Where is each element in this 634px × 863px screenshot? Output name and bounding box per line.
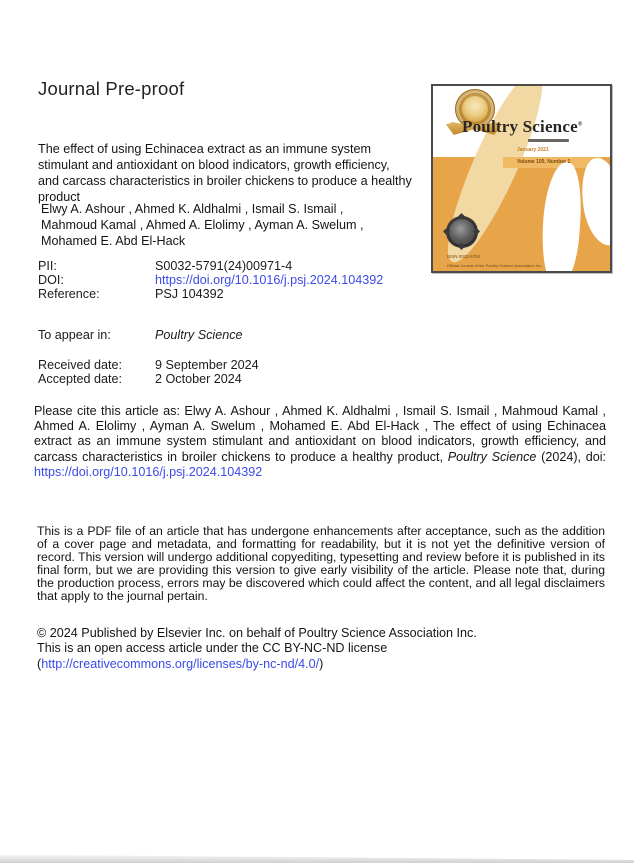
received-label: Received date: bbox=[38, 358, 123, 372]
author-line: Mahmoud Kamal , Ahmed A. Elolimy , Ayman A. Swelum , bbox=[41, 218, 364, 233]
author-line: Mohamed E. Abd El-Hack bbox=[41, 234, 186, 249]
accepted-row bbox=[38, 372, 259, 386]
license-link-line bbox=[37, 657, 477, 672]
received-row bbox=[38, 358, 259, 372]
article-title: The effect of using Echinacea extract as an immune system stimulant and antioxidant on blood indicators, growth efficiency, and carcass characteristics in broiler chickens to produce a healthy product bbox=[38, 142, 412, 204]
pii-row bbox=[38, 259, 383, 273]
cc-license-link[interactable]: http://creativecommons.org/licenses/by-nc-nd/4.0/ bbox=[41, 656, 320, 671]
cover-journal-title bbox=[462, 117, 583, 137]
citation-doi-link[interactable]: https://doi.org/10.1016/j.psj.2024.104392 bbox=[34, 464, 263, 479]
citation-text: Please cite this article as: Elwy A. Ashour , Ahmed K. Aldhalmi , Ismail S. Ismail , Mahmoud Kamal , Ahmed A. Elolimy , Ayman A. Swelum , Mohamed E. Abd El-Hack , The effect of using Echinacea extract as an immune system stimulant and antioxidant on blood indicators, growth efficiency, and carcass characteristics in broiler chickens to produce a healthy product, bbox=[34, 404, 606, 464]
copyright-block bbox=[37, 626, 477, 672]
pii-value: S0032-5791(24)00971-4 bbox=[155, 259, 293, 273]
doi-link[interactable]: https://doi.org/10.1016/j.psj.2024.104392 bbox=[155, 273, 384, 288]
cover-issn: ISSN 0032-5791 bbox=[447, 254, 481, 259]
copyright-line: © 2024 Published by Elsevier Inc. on behalf of Poultry Science Association Inc. bbox=[37, 626, 477, 640]
cover-footer-text: Official Journal of the Poultry Science Association Inc. bbox=[447, 263, 543, 268]
citation-tail: (2024), doi: bbox=[541, 449, 607, 464]
page-title: Journal Pre-proof bbox=[38, 78, 185, 99]
dates-block bbox=[38, 358, 259, 386]
pii-label: PII: bbox=[38, 259, 57, 273]
citation-paragraph bbox=[34, 404, 606, 480]
author-list bbox=[41, 201, 363, 250]
registered-trademark: ® bbox=[577, 121, 583, 128]
journal-cover-image bbox=[431, 84, 612, 273]
article-metadata bbox=[38, 259, 383, 302]
doi-row bbox=[38, 273, 383, 287]
to-appear-journal: Poultry Science bbox=[155, 328, 243, 342]
to-appear-row bbox=[38, 328, 243, 342]
received-value: 9 September 2024 bbox=[155, 358, 259, 372]
reference-row bbox=[38, 287, 383, 301]
cover-issue-date: January 2021 bbox=[517, 147, 549, 153]
reference-value: PSJ 104392 bbox=[155, 287, 224, 302]
accepted-label: Accepted date: bbox=[38, 372, 123, 387]
cover-journal-name: Poultry Science bbox=[462, 117, 578, 136]
license-line: This is an open access article under the CC BY-NC-ND license bbox=[37, 641, 388, 656]
cover-issue-volume: Volume 100, Number 1 bbox=[517, 159, 571, 165]
doi-label: DOI: bbox=[38, 273, 64, 288]
citation-journal-name: Poultry Science bbox=[447, 449, 537, 464]
open-paren: ( bbox=[37, 656, 42, 671]
accepted-value: 2 October 2024 bbox=[155, 372, 242, 387]
close-paren: ) bbox=[319, 656, 324, 671]
author-line: Elwy A. Ashour , Ahmed K. Aldhalmi , Ismail S. Ismail , bbox=[41, 202, 344, 216]
page-edge-shadow bbox=[0, 853, 634, 863]
preproof-disclaimer: This is a PDF file of an article that has undergone enhancements after acceptance, such as the addition of a cover page and metadata, and formatting for readability, but it is not yet the definitive version of record. This version will undergo additional copyediting, typesetting and review before it is published in its final form, but we are providing this version to give early visibility of the article. Please note that, during the production process, errors may be discovered which could affect the content, and all legal disclaimers that apply to the journal pertain. bbox=[37, 524, 605, 603]
cover-tagline-text bbox=[528, 139, 569, 142]
reference-label: Reference: bbox=[38, 287, 100, 302]
to-appear-label: To appear in: bbox=[38, 328, 111, 342]
